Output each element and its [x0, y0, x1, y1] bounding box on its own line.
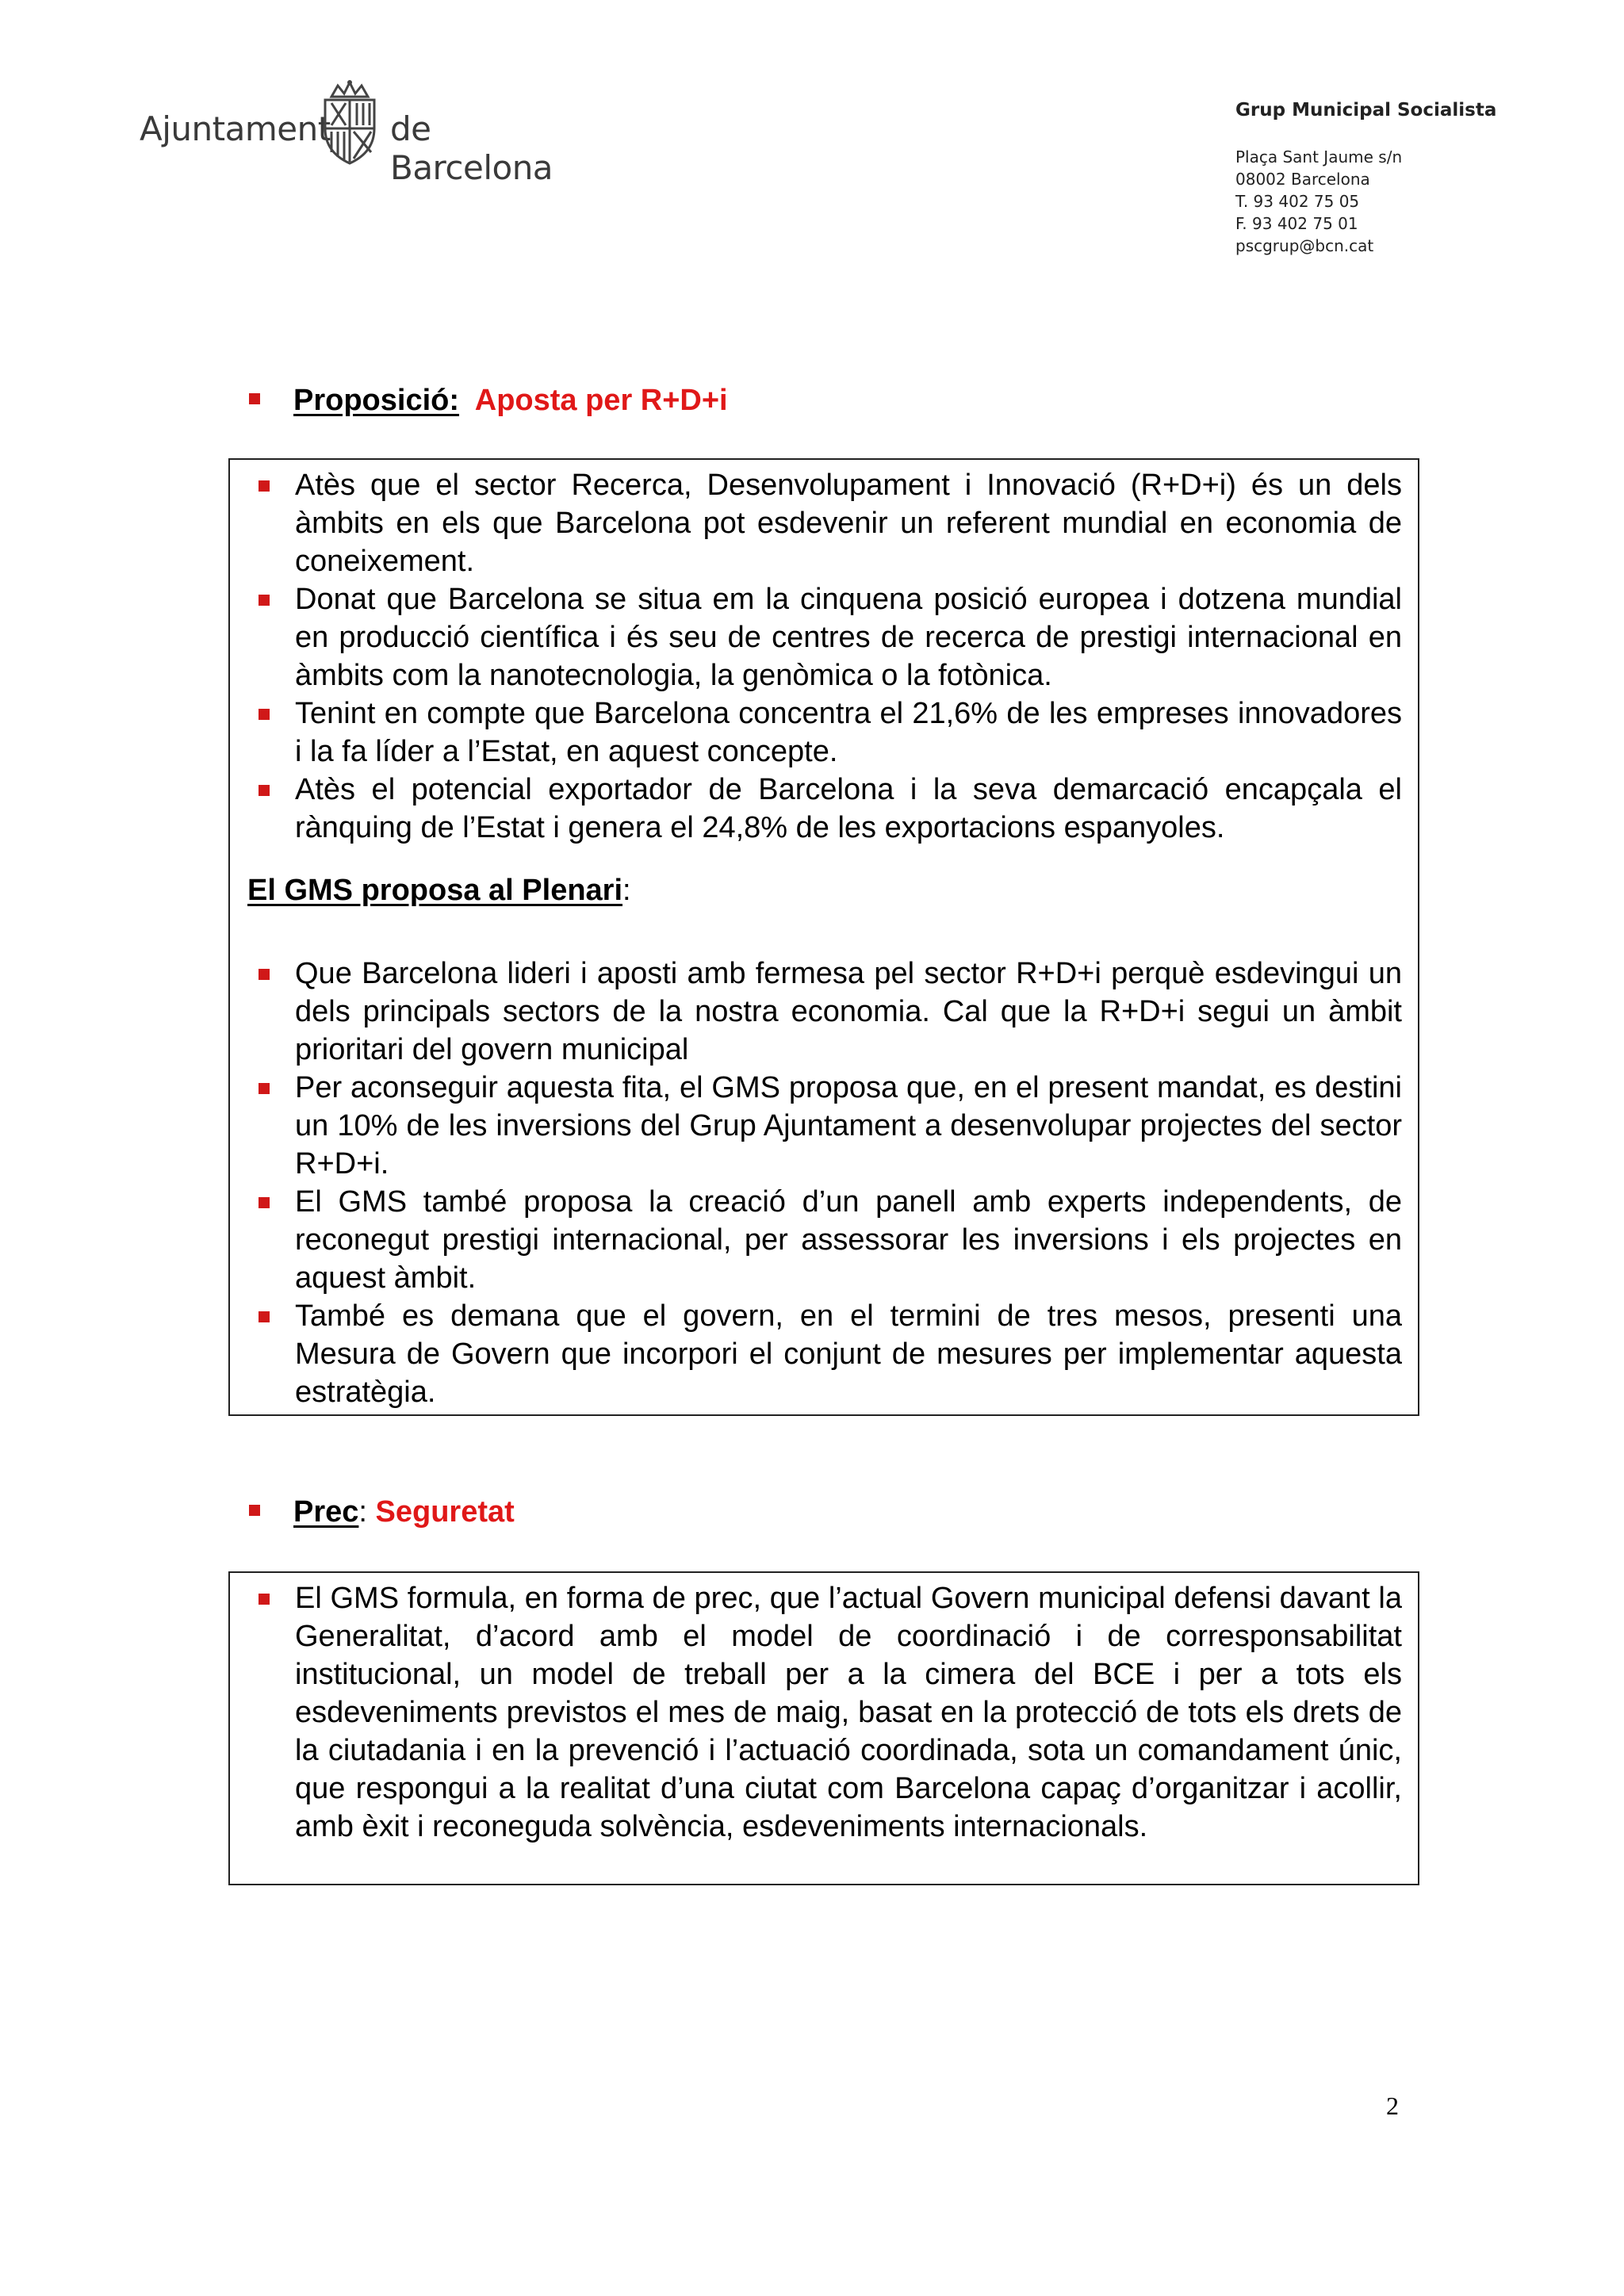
bullet-square-icon [249, 393, 260, 404]
list-item [249, 1069, 1402, 1183]
page-number: 2 [1386, 2091, 1399, 2120]
contact-block [1235, 100, 1584, 257]
bullet-square-icon [249, 1505, 260, 1516]
city-logo [140, 79, 568, 187]
bullet-square-icon [259, 709, 270, 720]
email-line: pscgrup@bcn.cat [1235, 236, 1374, 255]
proposal-box [228, 458, 1419, 1416]
request-list [249, 1579, 1402, 1846]
considerations-list [249, 466, 1402, 847]
heading-text [293, 384, 728, 418]
proposals-list [249, 955, 1402, 1411]
bullet-square-icon [259, 595, 270, 606]
list-item-text: El GMS també proposa la creació d’un panell amb experts independents, de reconegut prestigi internacional, per assessorar les inversions i els projectes en aquest àmbit. [295, 1185, 1402, 1295]
list-item-text: Tenint en compte que Barcelona concentra el 21,6% de les empreses innovadores i la fa líder a l’Estat, en aquest concepte. [295, 697, 1402, 768]
colon: : [622, 874, 631, 907]
list-item [249, 580, 1402, 695]
fax-line: F. 93 402 75 01 [1235, 214, 1358, 233]
proposal-subheading-text: El GMS proposa al Plenari [247, 874, 623, 907]
list-item-text: Donat que Barcelona se situa em la cinquena posició europea i dotzena mundial en producció científica i és seu de centres de recerca de prestigi internacional en àmbits com la nanotecnologia, la genòmica o la fotònica. [295, 583, 1402, 692]
logo-text-right: de Barcelona [390, 109, 553, 187]
phone-line: T. 93 402 75 05 [1235, 192, 1360, 211]
bullet-square-icon [259, 480, 270, 492]
logo-text-left: Ajuntament [140, 109, 331, 148]
list-item-text: També es demana que el govern, en el termini de tres mesos, presenti una Mesura de Govern que incorpori el conjunt de mesures per implementar aquesta estratègia. [295, 1299, 1402, 1409]
list-item-text: Atès el potencial exportador de Barcelona i la seva demarcació encapçala el rànquing de l’Estat i genera el 24,8% de les exportacions espanyoles. [295, 773, 1402, 844]
list-item [249, 695, 1402, 771]
address-line: 08002 Barcelona [1235, 170, 1370, 189]
bullet-square-icon [259, 1083, 270, 1094]
bullet-square-icon [259, 1311, 270, 1322]
list-item-text: Atès que el sector Recerca, Desenvolupament i Innovació (R+D+i) és un dels àmbits en els que Barcelona pot esdevenir un referent mundial en economia de coneixement. [295, 469, 1402, 578]
list-item [249, 466, 1402, 580]
heading-text [293, 1495, 515, 1529]
bullet-square-icon [259, 969, 270, 980]
list-item [249, 1579, 1402, 1846]
proposal-subheading [247, 874, 631, 908]
list-item [249, 1183, 1402, 1297]
heading-label: Prec [293, 1495, 359, 1529]
bullet-square-icon [259, 1594, 270, 1605]
heading-title: Aposta per R+D+i [474, 384, 728, 417]
barcelona-crest-icon [316, 79, 384, 166]
request-box [228, 1571, 1419, 1885]
list-item [249, 771, 1402, 847]
org-name: Grup Municipal Socialista [1235, 100, 1497, 121]
bullet-square-icon [259, 1197, 270, 1208]
colon: : [358, 1495, 367, 1529]
address-line: Plaça Sant Jaume s/n [1235, 147, 1403, 166]
list-item-text: Per aconseguir aquesta fita, el GMS proposa que, en el present mandat, es destini un 10% de les inversions del Grup Ajuntament a desenvolupar projectes del sector R+D+i. [295, 1071, 1402, 1181]
list-item-text: Que Barcelona lideri i aposti amb fermesa pel sector R+D+i perquè esdevingui un dels principals sectors de la nostra economia. Cal que la R+D+i segui un àmbit prioritari del govern municipal [295, 957, 1402, 1066]
bullet-square-icon [259, 785, 270, 796]
list-item-text: El GMS formula, en forma de prec, que l’actual Govern municipal defensi davant la Generalitat, d’acord amb el model de coordinació i de corresponsabilitat institucional, un model de treball per a la cimera del BCE i per a tots els esdeveniments previstos el mes de maig, basat en la protecció de tots els drets de la ciutadania i en la prevenció i l’actuació coordinada, sota un comandament únic, que respongui a la realitat d’una ciutat com Barcelona capaç d’organitzar i acollir, amb èxit i reconeguda solvència, esdeveniments internacionals. [295, 1582, 1402, 1843]
list-item [249, 1297, 1402, 1411]
list-item [249, 955, 1402, 1069]
heading-title: Seguretat [375, 1495, 515, 1529]
heading-label: Proposició: [293, 384, 460, 417]
